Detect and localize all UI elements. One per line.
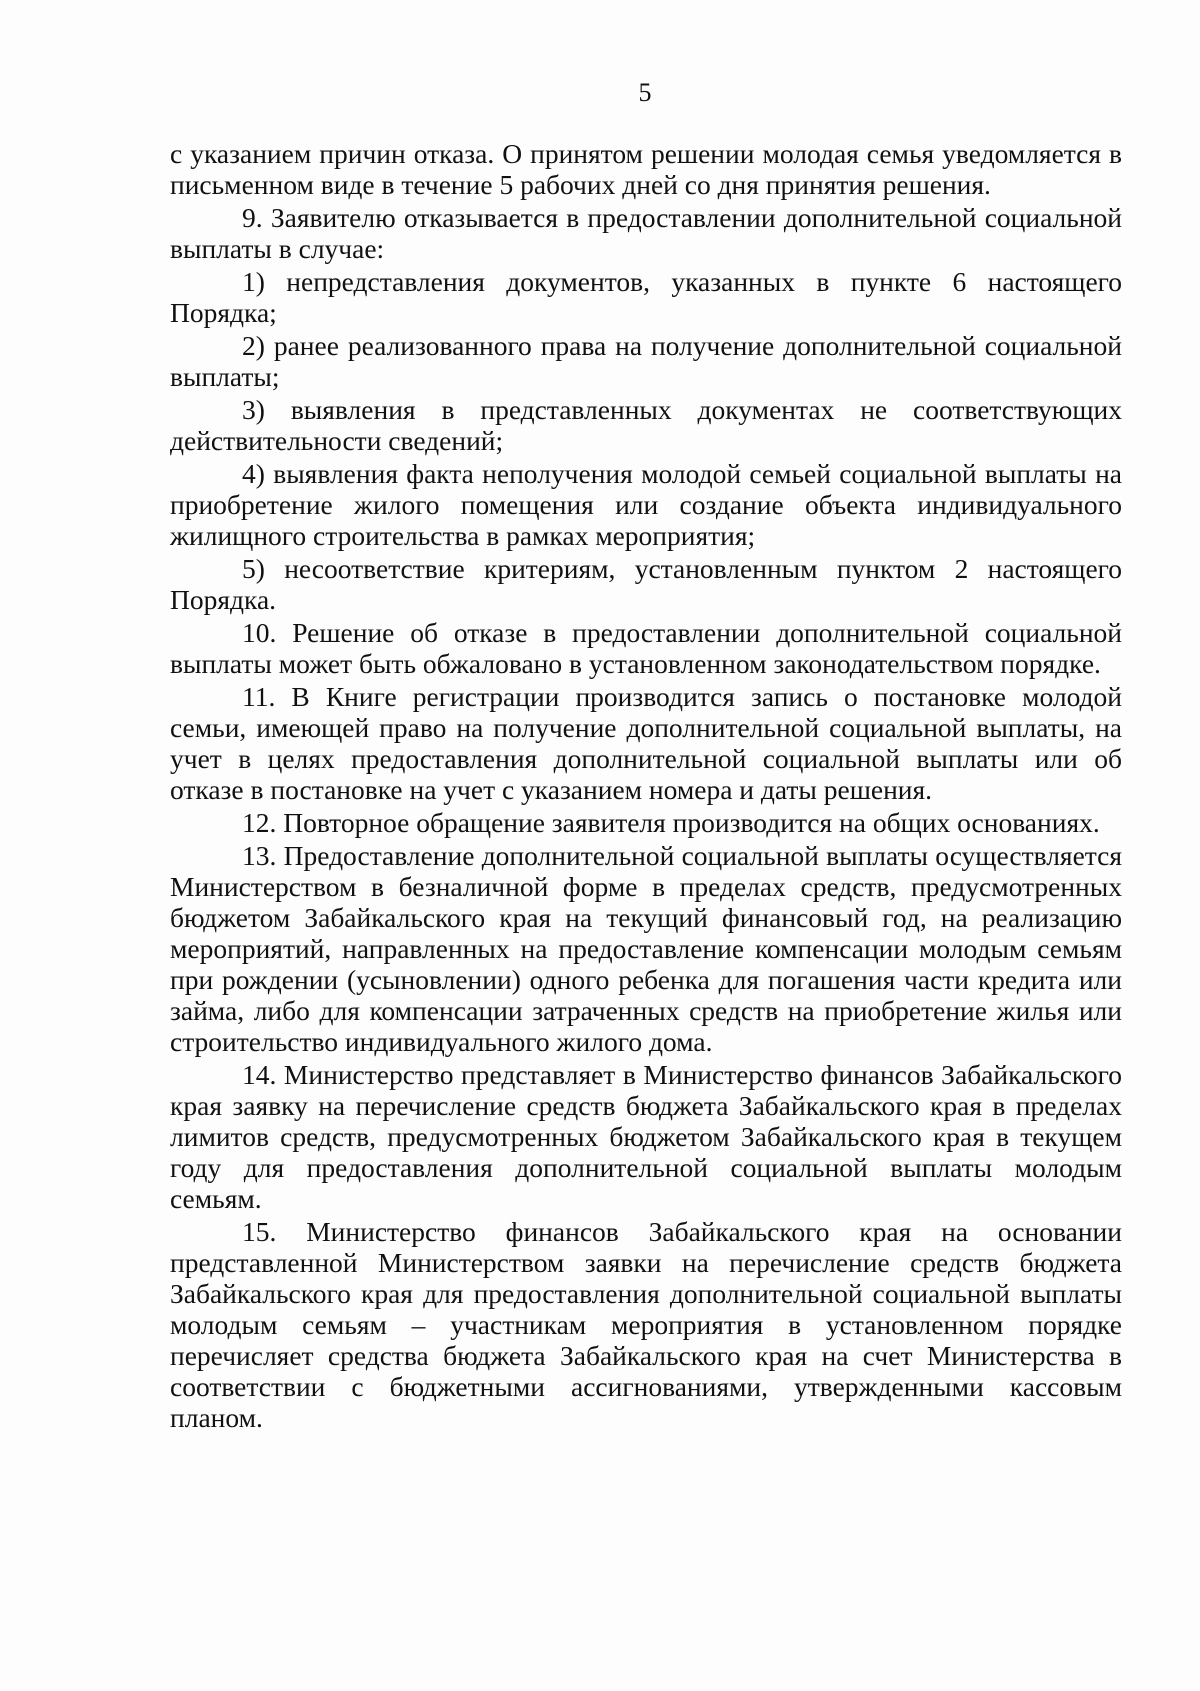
paragraph-item-11: 11. В Книге регистрации производится запись о постановке молодой семьи, имеющей право на получение дополнительной социальной выплаты, на учет в целях предоставления дополнительной социальной выплаты или об отказе в постановке на учет с указанием номера и даты решения.: [170, 681, 1122, 805]
paragraph-item-9-3: 3) выявления в представленных документах не соответствующих действительности сведений;: [170, 394, 1122, 456]
paragraph-item-15: 15. Министерство финансов Забайкальского края на основании представленной Министерством заявки на перечисление средств бюджета Забайкальского края для предоставления дополнительной социальной выплаты молодым семьям – участникам мероприятия в установленном порядке перечисляет средства бюджета Забайкальского края на счет Министерства в соответствии с бюджетными ассигнованиями, утвержденными кассовым планом.: [170, 1216, 1122, 1433]
paragraph-item-9-5: 5) несоответствие критериям, установленным пунктом 2 настоящего Порядка.: [170, 553, 1122, 615]
paragraph-item-14: 14. Министерство представляет в Министерство финансов Забайкальского края заявку на перечисление средств бюджета Забайкальского края в пределах лимитов средств, предусмотренных бюджетом Забайкальского края в текущем году для предоставления дополнительной социальной выплаты молодым семьям.: [170, 1059, 1122, 1214]
paragraph-item-9-2: 2) ранее реализованного права на получение дополнительной социальной выплаты;: [170, 330, 1122, 392]
paragraph-continuation: с указанием причин отказа. О принятом решении молодая семья уведомляется в письменном виде в течение 5 рабочих дней со дня принятия решения.: [170, 138, 1122, 200]
paragraph-item-9-1: 1) непредставления документов, указанных в пункте 6 настоящего Порядка;: [170, 266, 1122, 328]
paragraph-item-9-4: 4) выявления факта неполучения молодой семьей социальной выплаты на приобретение жилого помещения или создание объекта индивидуального жилищного строительства в рамках мероприятия;: [170, 458, 1122, 551]
document-body: [170, 138, 1122, 1433]
paragraph-item-9: 9. Заявителю отказывается в предоставлении дополнительной социальной выплаты в случае:: [170, 202, 1122, 264]
paragraph-item-12: 12. Повторное обращение заявителя производится на общих основаниях.: [242, 807, 1100, 838]
paragraph-item-13: 13. Предоставление дополнительной социальной выплаты осуществляется Министерством в безналичной форме в пределах средств, предусмотренных бюджетом Забайкальского края на текущий финансовый год, на реализацию мероприятий, направленных на предоставление компенсации молодым семьям при рождении (усыновлении) одного ребенка для погашения части кредита или займа, либо для компенсации затраченных средств на приобретение жилья или строительство индивидуального жилого дома.: [170, 840, 1122, 1057]
page-number: 5: [638, 78, 652, 107]
paragraph-item-10: 10. Решение об отказе в предоставлении дополнительной социальной выплаты может быть обжаловано в установленном законодательством порядке.: [170, 617, 1122, 679]
